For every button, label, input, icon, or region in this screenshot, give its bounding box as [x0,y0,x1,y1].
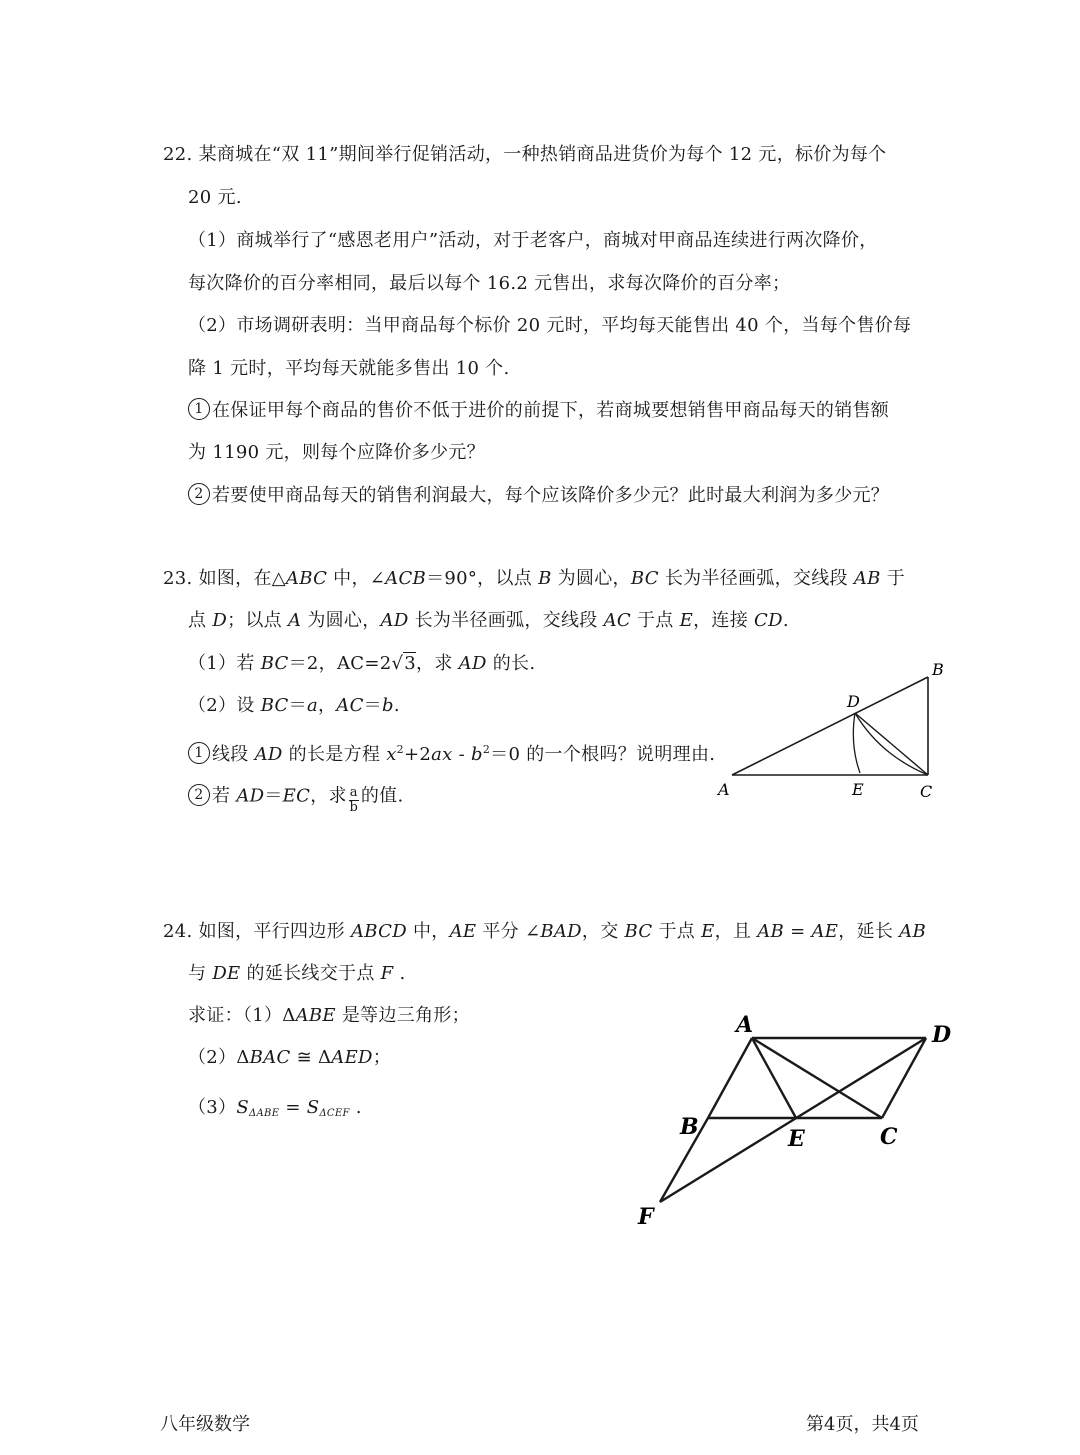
segment-CD [882,1038,926,1118]
circled-number-2: 2 [188,784,210,806]
q23-number: 23. [163,568,193,589]
segment-CD [855,713,928,775]
circled-number-2: 2 [188,483,210,505]
label-C: C [880,1124,898,1150]
label-D: D [932,1022,952,1048]
label-B: B [680,1114,699,1140]
q22-part1-line2: 每次降价的百分率相同，最后以每个 16.2 元售出，求每次降价的百分率； [188,273,791,294]
sqrt-radicand: 3 [404,653,417,674]
q24-number: 24. [163,921,193,942]
label-C: C [920,782,933,801]
arc-centered-A [853,713,860,773]
q23-sub1: 1 线段 AD 的长是方程 $x^2+2ax - b^2=0$ 的一个根吗？说明理由. [188,738,715,767]
label-E: E [788,1126,805,1152]
label-A: A [736,1012,754,1038]
q24-line2: 与 DE 的延长线交于点 F . [188,963,406,984]
q23-part2: （2）设 BC＝a，AC＝b. [188,695,400,716]
q24-part2: （2）ΔBAC ≅ ΔAED； [188,1047,392,1068]
label-E: E [852,780,864,799]
label-B: B [932,660,944,679]
circled-number-1: 1 [188,742,210,764]
q23-line2: 点 D；以点 A 为圆心，AD 长为半径画弧，交线段 AC 于点 E，连接 CD. [188,610,789,631]
q24-part1: 求证：（1）ΔABE 是等边三角形； [188,1005,470,1026]
segment-AB [708,1038,752,1118]
q24-parallelogram-figure [620,1000,980,1240]
footer-subject: 八年级数学 [160,1414,250,1435]
q22-line2: 20 元. [188,187,242,208]
label-A: A [718,780,730,799]
q22-sub2-line1: 2 若要使甲商品每天的销售利润最大，每个应该降价多少元？此时最大利润为多少元？ [188,484,889,508]
q22-part1-line1: （1）商城举行了“感恩老用户”活动，对于老客户，商城对甲商品连续进行两次降价， [188,230,878,251]
q22-number: 22. [163,144,193,165]
footer-page-number: 第4页，共4页 [806,1414,919,1435]
q23-line1: 23. 如图，在△ABC 中，∠ACB＝90°，以点 B 为圆心，BC 长为半径画弧，交线段 AB 于 [163,568,905,589]
segment-AB [732,677,928,775]
q22-sub1-line2: 为 1190 元，则每个应降价多少元？ [188,442,485,463]
circled-number-1: 1 [188,398,210,420]
q24-line1: 24. 如图，平行四边形 ABCD 中，AE 平分 ∠BAD，交 BC 于点 E，且 AB = AE，延长 AB [163,921,926,942]
q22-part2-line1: （2）市场调研表明：当甲商品每个标价 20 元时，平均每天能售出 40 个，当每个售价每 [188,315,912,336]
q23-sub2: 2 若 AD＝EC，求 $\frac{a}{b}$ 的值. [188,782,403,811]
label-D: D [847,692,860,711]
q23-part1: （1）若 BC＝2，AC=2√3，求 AD 的长. [188,653,536,674]
q22-sub1-line1: 1 在保证甲每个商品的售价不低于进价的前提下，若商城要想销售甲商品每天的销售额 [188,399,889,423]
fraction-a-over-b: $\frac{a}{b}$ [349,785,359,815]
segment-AE [752,1038,796,1118]
label-F: F [638,1204,654,1230]
q22-line1: 22. 某商城在“双 11”期间举行促销活动，一种热销商品进货价为每个 12 元，标价为每个 [163,144,887,165]
q22-part2-line2: 降 1 元时，平均每天就能多售出 10 个. [188,358,510,379]
q24-part3: $(3)S_{\Delta ABE} = S_{\Delta CEF}$ . [188,1097,362,1119]
q23-triangle-figure [700,655,960,815]
